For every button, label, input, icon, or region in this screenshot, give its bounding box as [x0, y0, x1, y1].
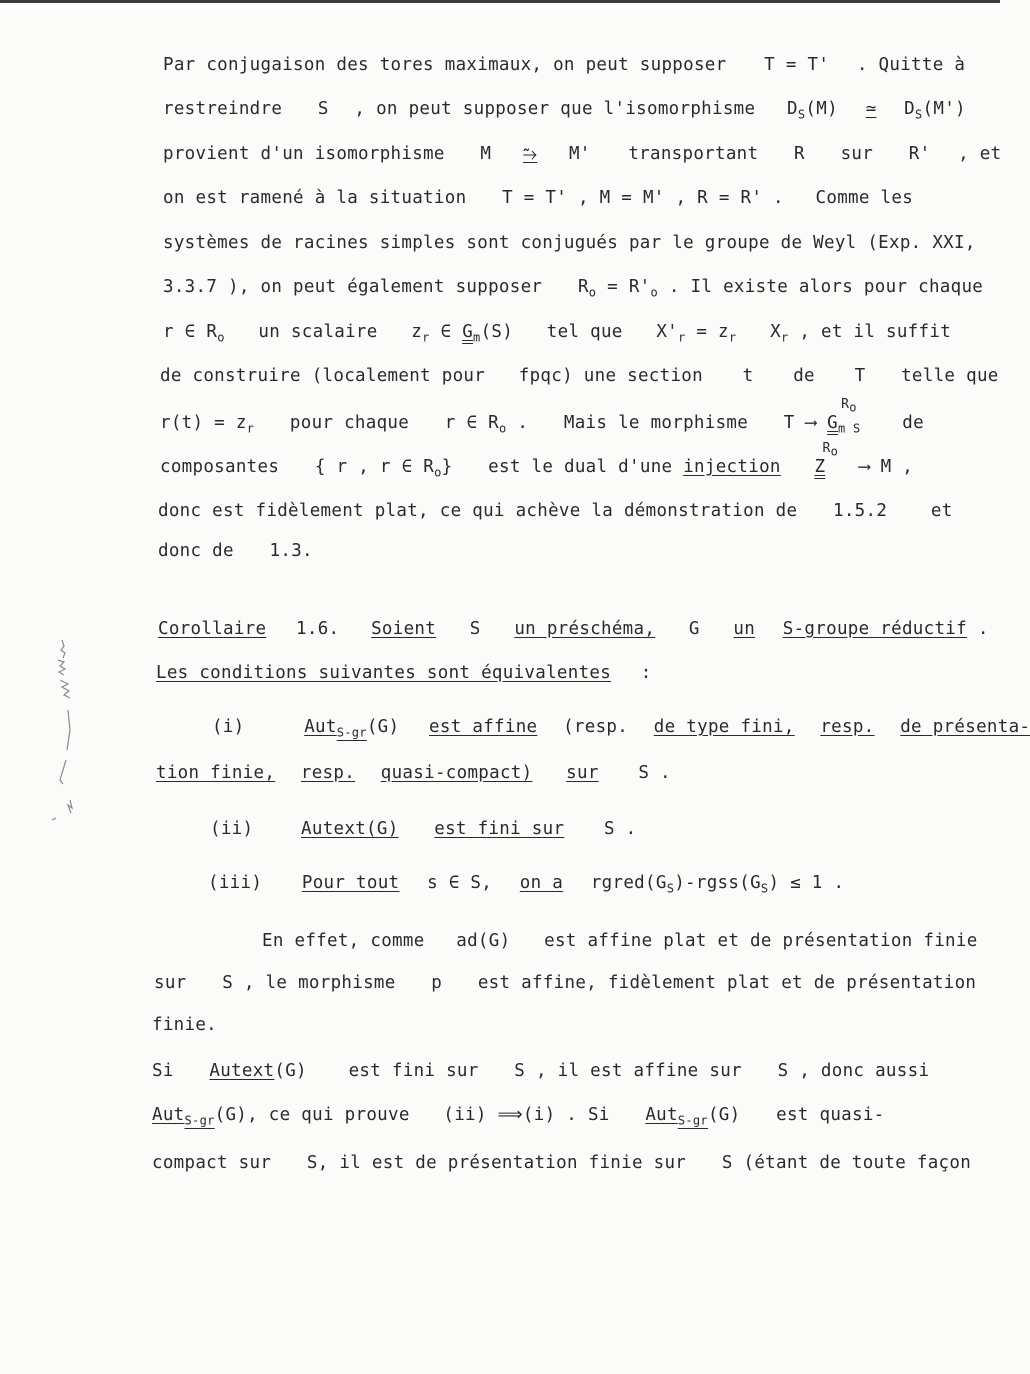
text-span: de type fini, [653, 717, 795, 737]
text-span: (resp. [563, 717, 629, 737]
text-span: , on peut supposer que l'isomorphisme [354, 99, 756, 119]
condition-iii [208, 872, 844, 894]
subscript: m S [838, 421, 861, 436]
text-span: : [640, 663, 652, 683]
math-span: R [577, 277, 589, 297]
text-line-3 [163, 143, 1001, 165]
text-span: provient d'un isomorphisme [163, 144, 445, 164]
text-span: 1.3. [269, 541, 313, 561]
text-span: . [517, 413, 529, 433]
stacked-exponent [814, 441, 839, 478]
math-span: r(t) = z [160, 413, 247, 433]
text-span: Par conjugaison des tores maximaux, on peut supposer [163, 55, 727, 75]
corollary-heading [158, 618, 989, 640]
text-span: . Quitte à [856, 55, 966, 75]
math-span: D [904, 99, 915, 119]
math-span: S . [638, 763, 671, 783]
math-span: (M) [805, 99, 838, 119]
math-span: r ∈ R [444, 413, 499, 433]
math-span: (G) [366, 717, 400, 737]
subscript: o [588, 285, 597, 300]
subscript: r [780, 330, 789, 345]
text-span: sur [566, 763, 599, 783]
text-span: de [793, 366, 815, 386]
text-span: est fini sur [348, 1061, 479, 1081]
stacked-exponent [827, 397, 861, 436]
isomorphism-symbol: ≃ [865, 99, 877, 119]
math-span: t [742, 366, 754, 386]
math-span: D [787, 99, 798, 119]
text-span: un [733, 619, 756, 639]
text-span: un préschéma, [514, 619, 656, 639]
text-span: , il est affine sur [535, 1061, 742, 1081]
condition-label: (ii) [210, 819, 254, 839]
math-span: R [794, 144, 805, 164]
condition-i-continued [156, 762, 671, 784]
text-line-7 [163, 321, 951, 343]
condition-i [212, 716, 1030, 738]
math-span: = R' [607, 277, 651, 297]
exponent-letter: R [841, 397, 850, 412]
math-span: M' [568, 144, 591, 164]
subscript: r [422, 330, 430, 345]
condition-ii [210, 818, 636, 840]
text-span: de construire (localement pour [160, 366, 486, 386]
math-span: Aut [645, 1105, 678, 1125]
text-span: est quasi- [776, 1105, 885, 1125]
condition-label: (iii) [208, 873, 263, 893]
margin-scribble-icon [40, 630, 90, 830]
text-span: injection [683, 457, 781, 477]
text-span: de [902, 413, 924, 433]
condition-label: (i) [212, 717, 245, 737]
text-span: resp. [820, 717, 875, 737]
text-span: quasi-compact) [380, 763, 533, 783]
math-span: r ∈ R [163, 322, 218, 342]
text-span: S-groupe réductif [782, 619, 967, 639]
text-line-10 [160, 441, 914, 480]
math-span: = z [696, 322, 729, 342]
text-span: sur [154, 973, 187, 993]
text-line-9 [160, 397, 924, 436]
subscript: S [760, 881, 769, 896]
math-span: G [462, 322, 474, 342]
math-span: Autext [209, 1061, 275, 1081]
text-span: un scalaire [258, 322, 378, 342]
subscript: r [728, 330, 737, 345]
math-span: z [411, 322, 423, 342]
subscript: S [915, 107, 923, 122]
text-span: 1.5.2 [833, 501, 888, 521]
text-span: Si [152, 1061, 174, 1081]
text-span: systèmes de racines simples sont conjugués par le groupe de Weyl (Exp. XXI, [163, 233, 976, 253]
text-span: resp. [300, 763, 356, 783]
subscript: o [650, 285, 659, 300]
math-span: S . [603, 819, 637, 839]
math-span: (S) [480, 322, 514, 342]
text-span: Soient [371, 619, 437, 639]
math-span: X [770, 322, 781, 342]
subscript: S-gr [336, 725, 367, 740]
text-span: de présenta- [900, 717, 1030, 737]
subscript: S-gr [677, 1113, 708, 1128]
text-line-5 [163, 232, 976, 254]
text-line-4 [163, 187, 913, 209]
math-span: S [514, 1061, 526, 1081]
math-span: Autext(G) [301, 819, 399, 839]
subscript: S [666, 881, 675, 896]
text-span: . Il existe alors pour chaque [668, 277, 984, 297]
isomorphism-arrow-icon: ⥲ [522, 144, 538, 164]
text-span: sur [840, 144, 874, 164]
math-span: } [441, 457, 453, 477]
text-line-11 [158, 500, 953, 522]
text-span: . Si [566, 1105, 610, 1125]
math-span: G [827, 413, 838, 433]
subscript: S-gr [184, 1113, 215, 1128]
math-span: T = T' [502, 188, 568, 208]
math-span: G [688, 619, 700, 639]
math-span: T = T' [764, 55, 830, 75]
proof-line-6 [152, 1152, 971, 1174]
math-span: , R = R' [675, 188, 763, 208]
text-span: on est ramené à la situation [163, 188, 467, 208]
math-span: Z [814, 457, 826, 477]
proof-line-4 [152, 1060, 929, 1082]
subscript: o [217, 330, 225, 345]
text-span: tel que [546, 322, 623, 342]
corollary-number: 1.6. [296, 619, 340, 639]
math-span: rgred(G [590, 873, 667, 893]
subscript: o [498, 421, 507, 436]
math-span: (G) [274, 1061, 307, 1081]
math-span: ⟶ M , [858, 457, 914, 477]
math-span: ) ≤ 1 . [768, 873, 845, 893]
math-span: S [317, 99, 329, 119]
text-span: , donc aussi [799, 1061, 930, 1081]
exponent-r [822, 441, 839, 459]
math-span: S [777, 1061, 789, 1081]
text-span: fpqc) une section [518, 366, 703, 386]
text-line-2 [163, 98, 966, 120]
text-line-8 [160, 365, 999, 387]
proof-line-5 [152, 1104, 885, 1126]
math-span: (G) [707, 1105, 741, 1125]
text-span: S, il est de présentation finie sur [306, 1153, 687, 1173]
math-span: { r , r ∈ R [314, 457, 435, 477]
math-span: R' [908, 144, 931, 164]
subscript: m [473, 330, 481, 345]
morphism-arrow: T ⟶ [783, 413, 817, 433]
math-span: p [431, 973, 443, 993]
math-span: ∈ [440, 322, 452, 342]
text-span: est le dual d'une [488, 457, 673, 477]
subscript: r [246, 421, 255, 436]
text-span: En effet, comme [262, 931, 425, 951]
subscript: o [830, 444, 839, 459]
subscript: r [678, 330, 686, 345]
exponent-letter: R [822, 441, 831, 456]
corollary-title: Corollaire [158, 619, 267, 639]
text-span: restreindre [163, 99, 283, 119]
proof-line-3 [152, 1014, 217, 1036]
subscript: S [797, 107, 806, 122]
text-line-1 [163, 54, 965, 76]
corollary-line-2 [156, 662, 652, 684]
exponent-r [841, 397, 857, 415]
text-span: , le morphisme [243, 973, 396, 993]
implication: (ii) ⟹(i) [443, 1105, 556, 1125]
subscript: o [849, 400, 857, 415]
text-span: finie. [152, 1015, 218, 1035]
text-span: 3.3.7 ), on peut également supposer [163, 277, 543, 297]
text-span: tion finie, [156, 763, 276, 783]
text-span: . [977, 619, 989, 639]
text-span: . [773, 188, 784, 208]
text-span: transportant [628, 144, 759, 164]
text-span: S (étant de toute façon [721, 1153, 972, 1173]
text-span: telle que [901, 366, 999, 386]
text-span: donc est fidèlement plat, ce qui achève la démonstration de [158, 501, 798, 521]
text-line-12 [158, 540, 313, 562]
math-span: T [854, 366, 866, 386]
text-span: pour chaque [289, 413, 410, 433]
math-span: )-rgss(G [674, 873, 761, 893]
text-span: , et il suffit [799, 322, 952, 342]
math-span: X' [656, 322, 678, 342]
text-span: est affine [429, 717, 538, 737]
math-span: (M') [922, 99, 966, 119]
text-span: compact sur [152, 1153, 272, 1173]
math-span: Aut [152, 1105, 185, 1125]
text-span: Comme les [815, 188, 914, 208]
math-span: ad(G) [456, 931, 511, 951]
math-span: S [469, 619, 481, 639]
text-line-6 [163, 276, 983, 298]
text-span: composantes [160, 457, 280, 477]
text-span: est fini sur [434, 819, 565, 839]
subscript: o [434, 465, 442, 480]
proof-line-1 [262, 930, 978, 952]
text-span: Pour tout [301, 873, 400, 893]
math-span: Aut [304, 717, 337, 737]
math-span: , M = M' [577, 188, 665, 208]
math-span: S [222, 973, 234, 993]
text-span: donc de [158, 541, 234, 561]
text-span: est affine, fidèlement plat et de présentation [477, 973, 977, 993]
text-span: Les conditions suivantes sont équivalentes [156, 663, 612, 683]
text-span: Mais le morphisme [563, 413, 749, 433]
text-span: (G), ce qui prouve [214, 1105, 410, 1125]
math-span: s ∈ S, [427, 873, 493, 893]
text-span: est affine plat et de présentation finie [544, 931, 978, 951]
math-span: M [480, 144, 492, 164]
text-span: on a [519, 873, 564, 893]
proof-line-2 [154, 972, 976, 994]
text-span: , et [958, 144, 1002, 164]
text-span: et [930, 501, 953, 521]
